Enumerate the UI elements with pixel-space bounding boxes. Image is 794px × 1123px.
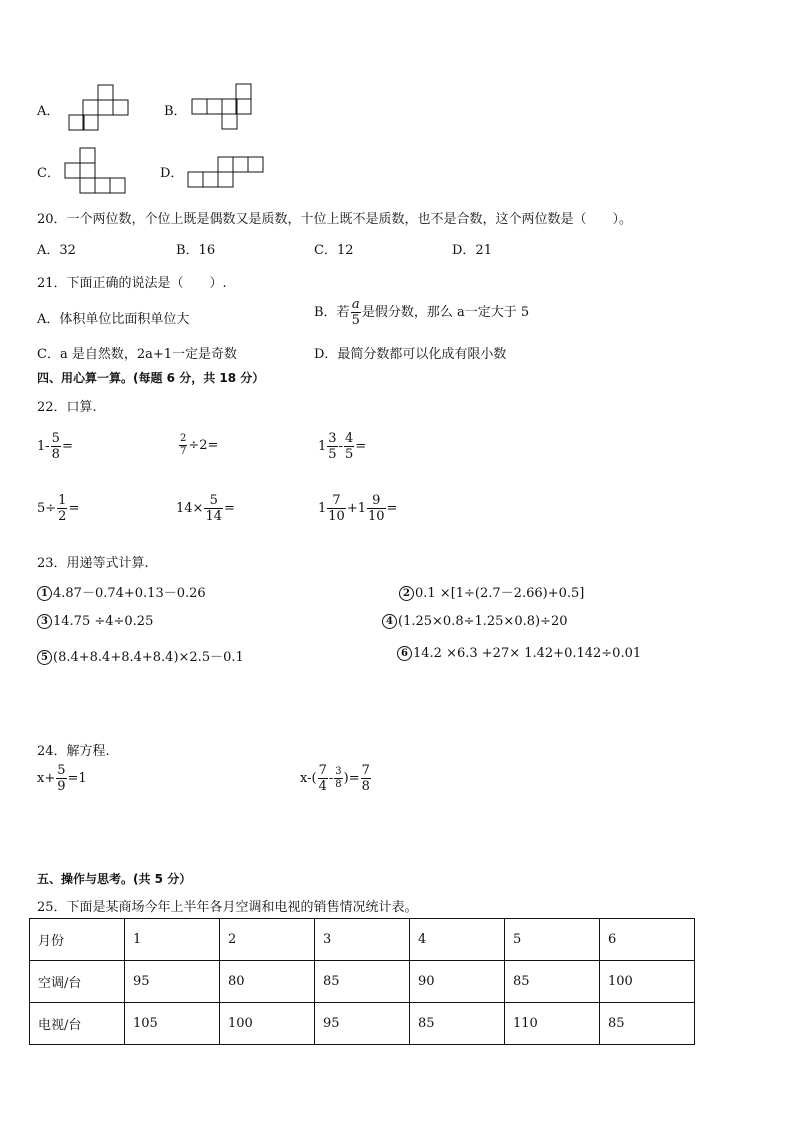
expr-suffix: = xyxy=(68,501,80,516)
fraction-numerator: 7 xyxy=(332,493,341,508)
fraction-numerator: 7 xyxy=(318,763,327,778)
circled-number: 2 xyxy=(399,586,414,601)
q21-b-prefix: B．若 xyxy=(314,305,350,320)
table-cell: 电视/台 xyxy=(30,1003,125,1045)
table-cell: 95 xyxy=(125,961,220,1003)
q23-item-text: 14.75 ÷4÷0.25 xyxy=(53,614,154,629)
table-cell: 100 xyxy=(220,1003,315,1045)
cube-net-c xyxy=(64,147,126,198)
q23-item-text: 4.87－0.74+0.13－0.26 xyxy=(53,586,206,601)
fraction-denominator: 7 xyxy=(180,446,187,457)
table-cell: 月份 xyxy=(30,919,125,961)
q22-expr-4 xyxy=(37,494,79,523)
circled-number: 1 xyxy=(37,586,52,601)
sales-table xyxy=(29,918,695,1045)
cube-net-a xyxy=(68,84,130,135)
q23-item-text: 0.1 ×[1÷(2.7－2.66)+0.5] xyxy=(415,586,585,601)
fraction xyxy=(327,432,337,461)
expr-suffix: = xyxy=(386,501,398,516)
q23-item-4 xyxy=(382,614,568,629)
table-header-row xyxy=(30,919,695,961)
expr-prefix: 1 xyxy=(318,501,327,516)
q22-expr-5 xyxy=(176,494,235,523)
fraction-numerator: 1 xyxy=(58,493,67,508)
expr-prefix: x-( xyxy=(300,771,317,786)
table-row xyxy=(30,961,695,1003)
circled-number: 4 xyxy=(382,614,397,629)
question-20-stem: 20．一个两位数，个位上既是偶数又是质数，十位上既不是质数，也不是合数，这个两位数是（ ）。 xyxy=(37,212,633,227)
circled-number: 6 xyxy=(397,646,412,661)
expr-operator: - xyxy=(338,439,343,454)
fraction xyxy=(344,432,354,461)
question-22-stem: 22．口算. xyxy=(37,400,97,415)
q23-item-3 xyxy=(37,614,153,629)
fraction-numerator: 5 xyxy=(209,493,218,508)
expr-prefix: 1- xyxy=(37,439,50,454)
q23-item-text: 14.2 ×6.3 +27× 1.42+0.142÷0.01 xyxy=(413,646,642,661)
table-cell: 80 xyxy=(220,961,315,1003)
fraction-numerator: 2 xyxy=(180,433,187,444)
expr-suffix: = xyxy=(61,439,73,454)
option-b-label: B． xyxy=(164,104,187,119)
q20-option-d: D．21 xyxy=(452,243,492,258)
q20-option-c: C．12 xyxy=(314,243,354,258)
table-cell: 3 xyxy=(315,919,410,961)
fraction-denominator: 8 xyxy=(51,447,60,462)
fraction-denominator: 5 xyxy=(344,447,354,462)
fraction-denominator: 10 xyxy=(368,509,385,524)
fraction-denominator: 10 xyxy=(328,509,345,524)
question-21-stem: 21．下面正确的说法是（ ）. xyxy=(37,276,227,291)
table-cell: 85 xyxy=(315,961,410,1003)
expr-prefix: 14× xyxy=(176,501,204,516)
q23-item-5 xyxy=(37,646,244,665)
fraction-denominator: 9 xyxy=(57,779,66,794)
fraction-numerator: 3 xyxy=(328,431,337,446)
fraction-numerator: 5 xyxy=(57,763,66,778)
q23-item-6 xyxy=(397,646,641,661)
question-25-stem: 25．下面是某商场今年上半年各月空调和电视的销售情况统计表。 xyxy=(37,900,418,915)
table-row xyxy=(30,1003,695,1045)
fraction xyxy=(367,494,386,523)
fraction-denominator: 14 xyxy=(205,509,222,524)
fraction-numerator: 5 xyxy=(51,431,60,446)
q23-item-1 xyxy=(37,582,206,601)
fraction xyxy=(179,434,187,457)
fraction-a-over-5 xyxy=(351,298,361,327)
section-4-title: 四、用心算一算。(每题 6 分，共 18 分） xyxy=(37,371,265,385)
section-5-title: 五、操作与思考。(共 5 分） xyxy=(37,872,192,886)
expr-suffix: = xyxy=(355,439,367,454)
fraction-numerator: 7 xyxy=(361,763,370,778)
question-24-stem: 24．解方程. xyxy=(37,744,110,759)
fraction-denominator: 4 xyxy=(318,779,327,794)
expr-operator: - xyxy=(328,771,334,786)
q23-item-2 xyxy=(399,582,584,601)
option-c-label: C． xyxy=(37,166,60,181)
fraction-numerator: a xyxy=(351,297,360,312)
table-cell: 85 xyxy=(600,1003,695,1045)
fraction-denominator: 8 xyxy=(335,779,342,790)
table-cell: 110 xyxy=(505,1003,600,1045)
option-a-label: A． xyxy=(37,104,60,119)
table-cell: 85 xyxy=(505,961,600,1003)
table-cell: 105 xyxy=(125,1003,220,1045)
fraction xyxy=(327,494,346,523)
fraction-numerator: 4 xyxy=(344,431,354,446)
fraction xyxy=(318,764,328,793)
cube-net-b xyxy=(191,83,253,134)
table-cell: 95 xyxy=(315,1003,410,1045)
q24-equation-2 xyxy=(300,764,372,793)
table-cell: 85 xyxy=(410,1003,505,1045)
fraction xyxy=(57,494,67,523)
question-23-stem: 23．用递等式计算. xyxy=(37,556,149,571)
q21-option-b xyxy=(314,298,529,327)
q24-equation-1 xyxy=(37,764,87,793)
fraction xyxy=(56,764,66,793)
q20-option-a: A．32 xyxy=(37,243,76,258)
fraction xyxy=(334,767,342,790)
expr-prefix: x+ xyxy=(37,771,56,786)
expr-operator: )= xyxy=(343,771,360,786)
fraction xyxy=(204,494,223,523)
q21-option-d: D．最简分数都可以化成有限小数 xyxy=(314,347,507,362)
table-cell: 90 xyxy=(410,961,505,1003)
table-cell: 4 xyxy=(410,919,505,961)
expr-prefix: 5÷ xyxy=(37,501,57,516)
expr-operator: +1 xyxy=(346,501,366,516)
q22-expr-3 xyxy=(318,432,366,461)
circled-number: 3 xyxy=(37,614,52,629)
q21-option-a: A．体积单位比面积单位大 xyxy=(37,312,190,327)
expr-suffix: = xyxy=(223,501,235,516)
q22-expr-1 xyxy=(37,432,73,461)
table-cell: 6 xyxy=(600,919,695,961)
table-cell: 空调/台 xyxy=(30,961,125,1003)
fraction-denominator: 5 xyxy=(328,447,337,462)
cube-net-d xyxy=(187,156,265,193)
option-d-label: D． xyxy=(160,166,184,181)
expr-suffix: ÷2= xyxy=(188,438,219,453)
q22-expr-6 xyxy=(318,494,397,523)
q21-b-suffix: 是假分数，那么 a一定大于 5 xyxy=(361,305,530,320)
fraction-numerator: 3 xyxy=(335,766,342,777)
fraction-numerator: 9 xyxy=(372,493,381,508)
q20-option-b: B．16 xyxy=(176,243,216,258)
table-cell: 1 xyxy=(125,919,220,961)
circled-number: 5 xyxy=(37,650,52,665)
q23-item-text: (8.4+8.4+8.4+8.4)×2.5－0.1 xyxy=(53,650,244,665)
q23-item-text: (1.25×0.8÷1.25×0.8)÷20 xyxy=(398,614,568,629)
table-cell: 100 xyxy=(600,961,695,1003)
fraction-denominator: 5 xyxy=(351,313,360,328)
fraction xyxy=(361,764,371,793)
q22-expr-2 xyxy=(178,434,218,457)
fraction xyxy=(51,432,61,461)
table-cell: 5 xyxy=(505,919,600,961)
expr-prefix: 1 xyxy=(318,439,327,454)
table-cell: 2 xyxy=(220,919,315,961)
fraction-denominator: 8 xyxy=(361,779,370,794)
q21-option-c: C．a 是自然数，2a+1一定是奇数 xyxy=(37,347,238,362)
fraction-denominator: 2 xyxy=(58,509,67,524)
expr-suffix: =1 xyxy=(67,771,87,786)
